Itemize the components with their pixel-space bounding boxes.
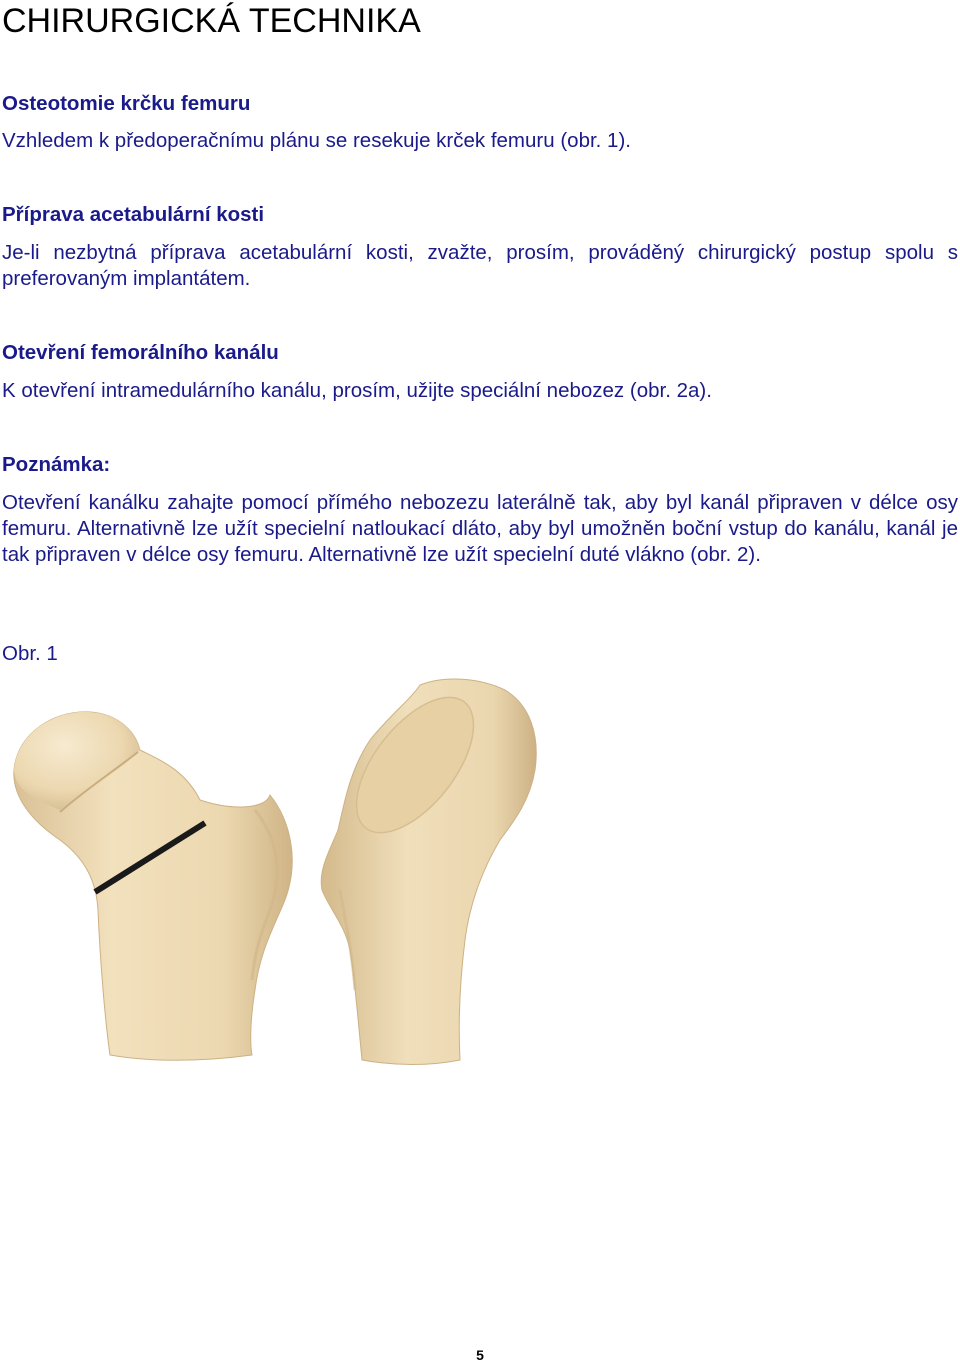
- section-heading-femoral-canal: Otevření femorálního kanálu: [2, 341, 279, 364]
- left-femur: [14, 712, 292, 1060]
- section-text-acetabular: Je-li nezbytná příprava acetabulární kosti, zvažte, prosím, prováděný chirurgický postup spolu s preferovaným implantátem.: [2, 241, 958, 290]
- section-text-osteotomy: Vzhledem k předoperačnímu plánu se resekuje krček femuru (obr. 1).: [2, 129, 631, 152]
- section-heading-acetabular: Příprava acetabulární kosti: [2, 203, 265, 226]
- section-text-note: Otevření kanálku zahajte pomocí přímého nebozezu laterálně tak, aby byl kanál připraven v délce osy femuru. Alternativně lze užít specielní natloukací dláto, aby byl umožněn boční vstup do kanálu, kanál je tak připraven v délce osy femuru. Alternativně lze užít specielní duté vlákno (obr. 2).: [2, 491, 958, 566]
- figure-label: Obr. 1: [2, 642, 58, 665]
- section-heading-osteotomy: Osteotomie krčku femuru: [2, 92, 251, 115]
- section-heading-note: Poznámka:: [2, 453, 111, 476]
- section-text-femoral-canal: K otevření intramedulárního kanálu, prosím, užijte speciální nebozez (obr. 2a).: [2, 379, 712, 402]
- femur-figure: [0, 660, 600, 1080]
- page-number: 5: [476, 1347, 484, 1363]
- right-femur: [321, 677, 536, 1064]
- page-title: CHIRURGICKÁ TECHNIKA: [2, 2, 421, 40]
